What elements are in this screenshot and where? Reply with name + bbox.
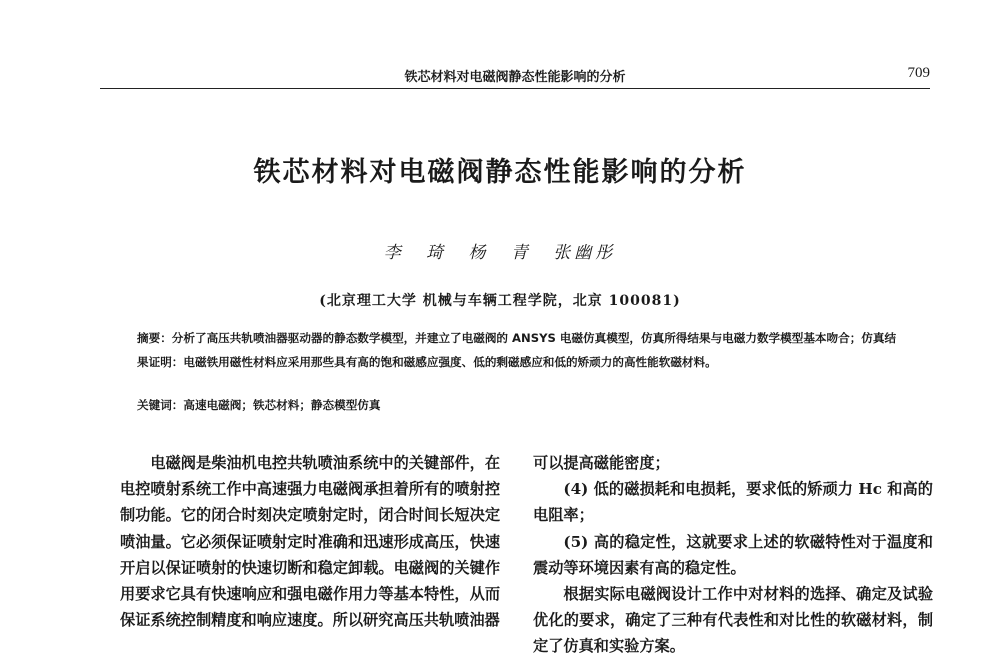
right-paragraph-3: (5) 高的稳定性，这就要求上述的软磁特性对于温度和震动等环境因素有高的稳定性。 [533,532,933,577]
abstract-text: 分析了高压共轨喷油器驱动器的静态数学模型，并建立了电磁阀的 ANSYS 电磁仿真模型，仿真所得结果与电磁力数学模型基本吻合；仿真结果证明：电磁铁用磁性材料应采用那些具有高的饱和磁感应强度、低的剩磁感应和低的矫顽力的高性能软磁材料。 [137,331,897,369]
left-paragraph: 电磁阀是柴油机电控共轨喷油系统中的关键部件，在电控喷射系统工作中高速强力电磁阀承担着所有的喷射控制功能。它的闭合时刻决定喷射定时，闭合时间长短决定喷油量。它必须保证喷射定时准确和迅速形成高压，快速开启以保证喷射的快速切断和稳定卸载。电磁阀的关键作用要求它具有快速响应和强电磁作用力等基本特性，从而保证系统控制精度和响应速度。所以研究高压共轨喷油器 [120,454,500,630]
abstract-label: 摘要： [137,331,172,345]
keywords-text: 高速电磁阀；铁芯材料；静态模型仿真 [183,398,381,412]
right-paragraph-2: (4) 低的磁损耗和电损耗，要求低的矫顽力 Hc 和高的电阻率； [533,480,933,525]
abstract [137,326,897,374]
keywords-label: 关键词： [137,398,184,412]
running-title: 铁芯材料对电磁阀静态性能影响的分析 [404,70,626,85]
paper-authors: 李 琦 杨 青 张幽彤 [383,243,617,263]
body-right-column [533,450,933,660]
right-paragraph-1: 可以提高磁能密度； [533,454,670,472]
keywords [137,397,897,413]
right-paragraph-4: 根据实际电磁阀设计工作中对材料的选择、确定及试验优化的要求，确定了三种有代表性和对比性的软磁材料，制定了仿真和实验方案。 [533,585,933,656]
running-header [100,58,930,89]
paper-affiliation: (北京理工大学 机械与车辆工程学院，北京 100081) [319,293,681,309]
paper-title: 铁芯材料对电磁阀静态性能影响的分析 [253,157,747,188]
page-number: 709 [907,65,930,81]
body-left-column [120,450,500,633]
